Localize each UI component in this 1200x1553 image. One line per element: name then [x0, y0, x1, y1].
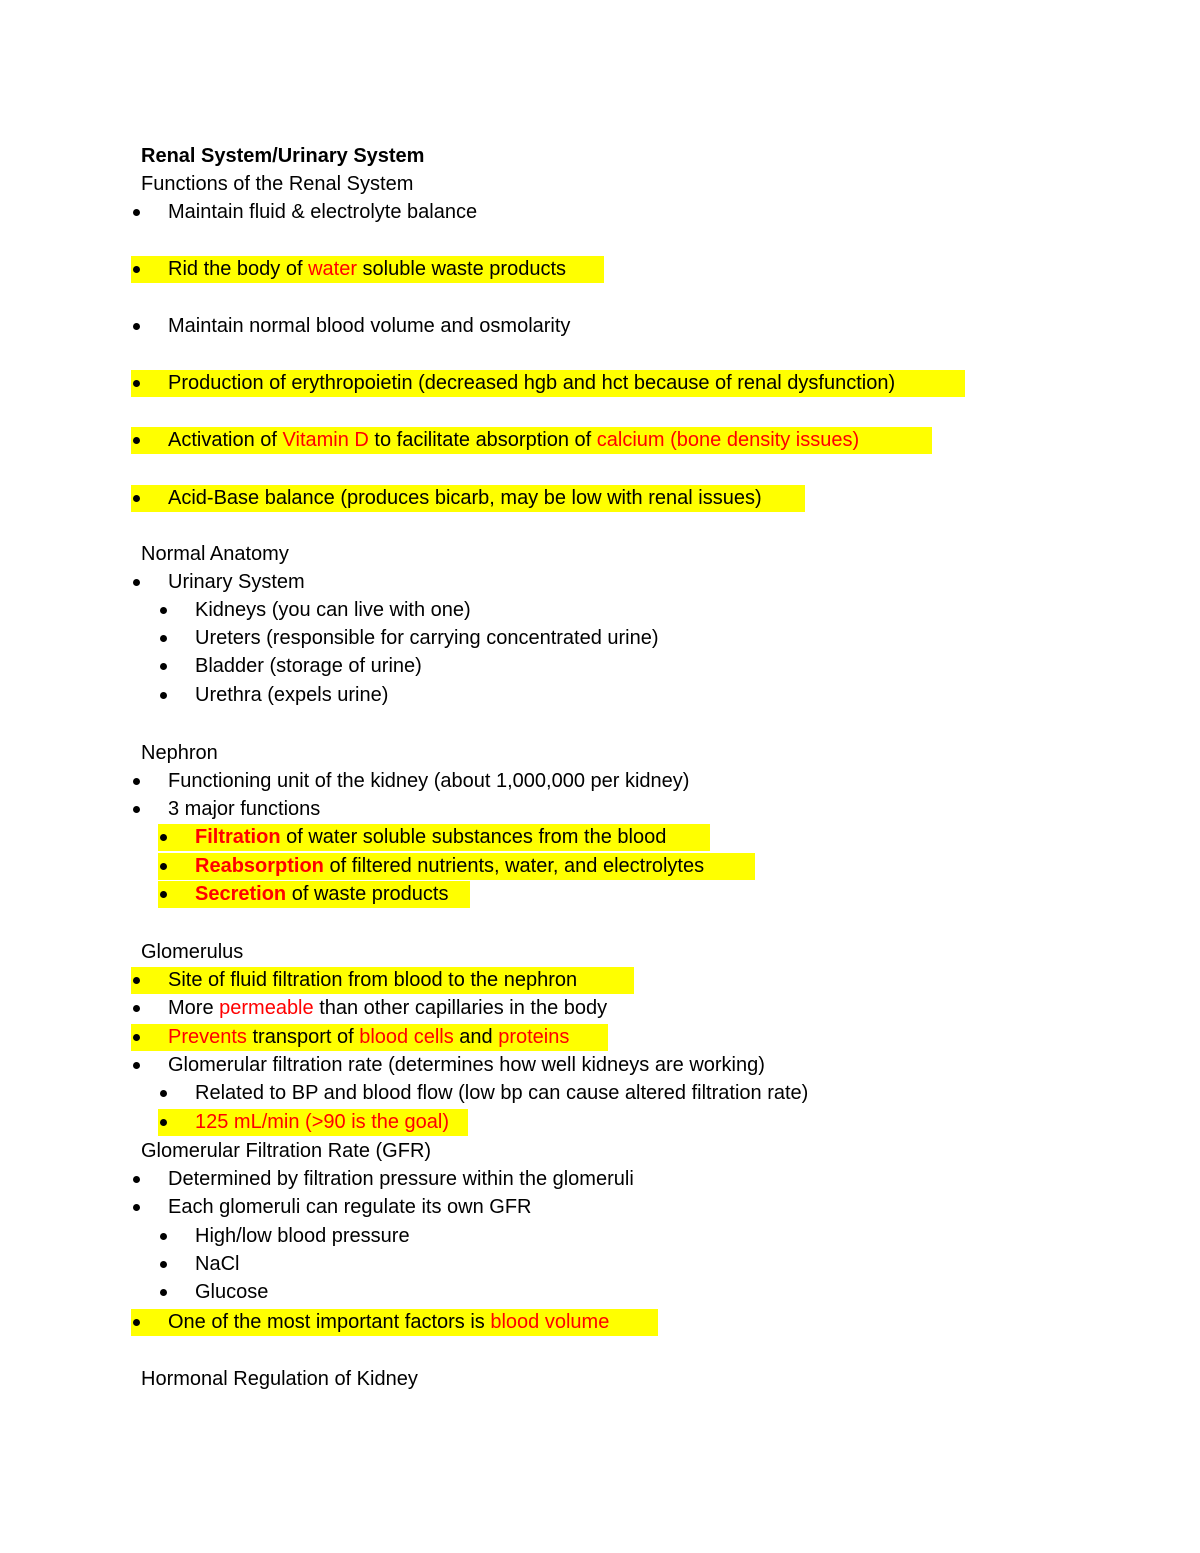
bullet-icon	[133, 806, 140, 813]
bullet-icon	[133, 437, 140, 444]
bullet-icon	[160, 692, 167, 699]
bullet-icon	[133, 266, 140, 273]
bullet-icon	[133, 495, 140, 502]
bullet-icon	[160, 663, 167, 670]
bullet-icon	[133, 1204, 140, 1211]
bullet-icon	[160, 863, 167, 870]
document-title: Renal System/Urinary System	[141, 145, 425, 167]
bullet-icon	[160, 834, 167, 841]
bullet-icon	[133, 323, 140, 330]
bullet-icon	[133, 209, 140, 216]
bullet-icon	[160, 1233, 167, 1240]
bullet-icon	[133, 977, 140, 984]
bullet-icon	[133, 1319, 140, 1326]
document-page: Renal System/Urinary System Functions of the Renal System Maintain fluid & electrolyte balance Rid the body of water soluble waste products Maintain normal blood volume and osmolarity Production of erythropoietin (decreased hgb and hct because of renal dysfunction) Activation of Vitamin D to facilitate absorption of calcium (bone density issues) Acid-Base balance (produces bicarb, may be low with renal issues) Normal Anatomy Urinary System Kidneys (you can live with one) Ureters (responsible for carrying concentrated urine) Bladder (storage of urine) Urethra (expels urine) Nephron Functioning unit of the kidney (about 1,000,000 per kidney) 3 major functions Filtration of water soluble substances from the blood Reabsorption of filtered nutrients, water, and electrolytes Secretion of waste products Glomerulus Site of fluid filtration from blood to the nephron More permeable than other capillaries in the body Prevents transport of blood cells and proteins Glomerular filtration rate (determines how well kidneys are working) Related to BP and blood flow (low bp can cause altered filtration rate) 125 mL/min (>90 is the goal) Glomerular Filtration Rate (GFR) Determined by filtration pressure within the glomeruli Each glomeruli can regulate its own GFR High/low blood pressure NaCl Glucose One of the most important factors is blood volume Hormonal Regulation of Kidney	[0, 0, 1200, 1553]
bullet-icon	[160, 891, 167, 898]
section-heading-anatomy: Normal Anatomy	[141, 543, 289, 565]
section-heading-glomerulus: Glomerulus	[141, 941, 244, 963]
bullet-icon	[160, 1090, 167, 1097]
section-heading-gfr: Glomerular Filtration Rate (GFR)	[141, 1140, 432, 1162]
bullet-icon	[133, 1005, 140, 1012]
bullet-icon	[133, 778, 140, 785]
bullet-icon	[133, 380, 140, 387]
bullet-icon	[160, 635, 167, 642]
bullet-icon	[160, 1261, 167, 1268]
section-heading-hormonal: Hormonal Regulation of Kidney	[141, 1368, 418, 1390]
bullet-icon	[160, 1289, 167, 1296]
bullet-icon	[133, 1034, 140, 1041]
bullet-icon	[160, 1119, 167, 1126]
bullet-icon	[160, 607, 167, 614]
bullet-icon	[133, 1062, 140, 1069]
bullet-icon	[133, 579, 140, 586]
bullet-icon	[133, 1176, 140, 1183]
section-heading-nephron: Nephron	[141, 742, 218, 764]
section-heading-functions: Functions of the Renal System	[141, 173, 414, 195]
